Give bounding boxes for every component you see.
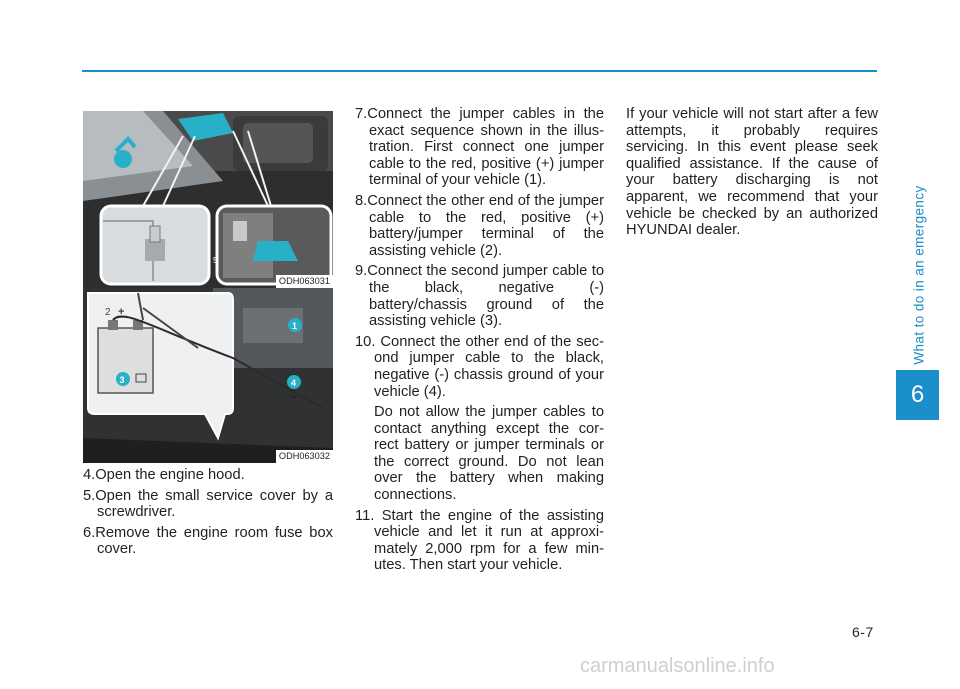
figure-code: ODH063032 — [276, 450, 333, 463]
step-5: 5.Open the small service cover by a screwdriver. — [83, 487, 333, 521]
callout-4: 4 — [291, 378, 297, 388]
caution-note: Do not allow the jumper cables to contact anything except the cor- rect battery or jumper terminals or the correct ground. Do not lean over the battery when making connections. — [374, 404, 604, 504]
step-10: 10. Connect the other end of the sec- ond jumper cable to the black, negative (-) chassis ground of your vehicle (4). — [355, 333, 604, 400]
middle-column — [355, 106, 604, 578]
section-title: What to do in an emergency — [911, 185, 927, 365]
inset-fuse-box — [213, 206, 331, 284]
right-column — [626, 106, 878, 243]
jumper-connection-illustration — [83, 288, 333, 463]
engine-bay-illustration — [83, 111, 333, 288]
chapter-tab[interactable] — [896, 370, 939, 420]
chapter-number: 6 — [910, 381, 925, 408]
step-11: 11. Start the engine of the assisting vehicle and let it run at approxi- mately 2,000 rpm for a few min- utes. Then start your vehicle. — [355, 507, 604, 574]
header-rule — [82, 70, 877, 72]
plus-sign: + — [118, 306, 125, 318]
left-column — [83, 467, 333, 562]
page-number: 6-7 — [852, 624, 874, 640]
step-8: 8.Connect the other end of the jumper cable to the red, positive (+) battery/jumper terminal of the assisting vehicle (2). — [355, 192, 604, 259]
step-4: 4.Open the engine hood. — [83, 467, 245, 483]
figure-jumper-connection — [83, 288, 333, 463]
callout-2: 2 — [105, 307, 111, 318]
service-advice: If your vehicle will not start after a few attempts, it probably requires servicing. In this event please seek qualified assistance. If the cause of your battery discharging is not apparent, we recommend that your vehicle be checked by an authorized HYUNDAI dealer. — [626, 106, 878, 239]
callout-1: 1 — [292, 321, 298, 331]
inset-service-cover — [101, 206, 209, 284]
callout-3: 3 — [119, 375, 125, 385]
watermark: carmanualsonline.info — [580, 655, 775, 677]
figure-code: ODH063031 — [276, 275, 333, 288]
section-title-vertical — [908, 185, 930, 365]
figure-engine-bay — [83, 111, 333, 288]
minus-sign: – — [290, 389, 297, 403]
step-9: 9.Connect the second jumper cable to the black, negative (-) battery/chassis ground of the assisting vehicle (3). — [355, 263, 604, 330]
step-6: 6.Remove the engine room fuse box cover. — [83, 524, 333, 558]
callout-5: 5 — [213, 256, 218, 265]
step-7: 7.Connect the jumper cables in the exact sequence shown in the illus- tration. First connect one jumper cable to the red, positive (+) jumper terminal of your vehicle (1). — [355, 106, 604, 189]
